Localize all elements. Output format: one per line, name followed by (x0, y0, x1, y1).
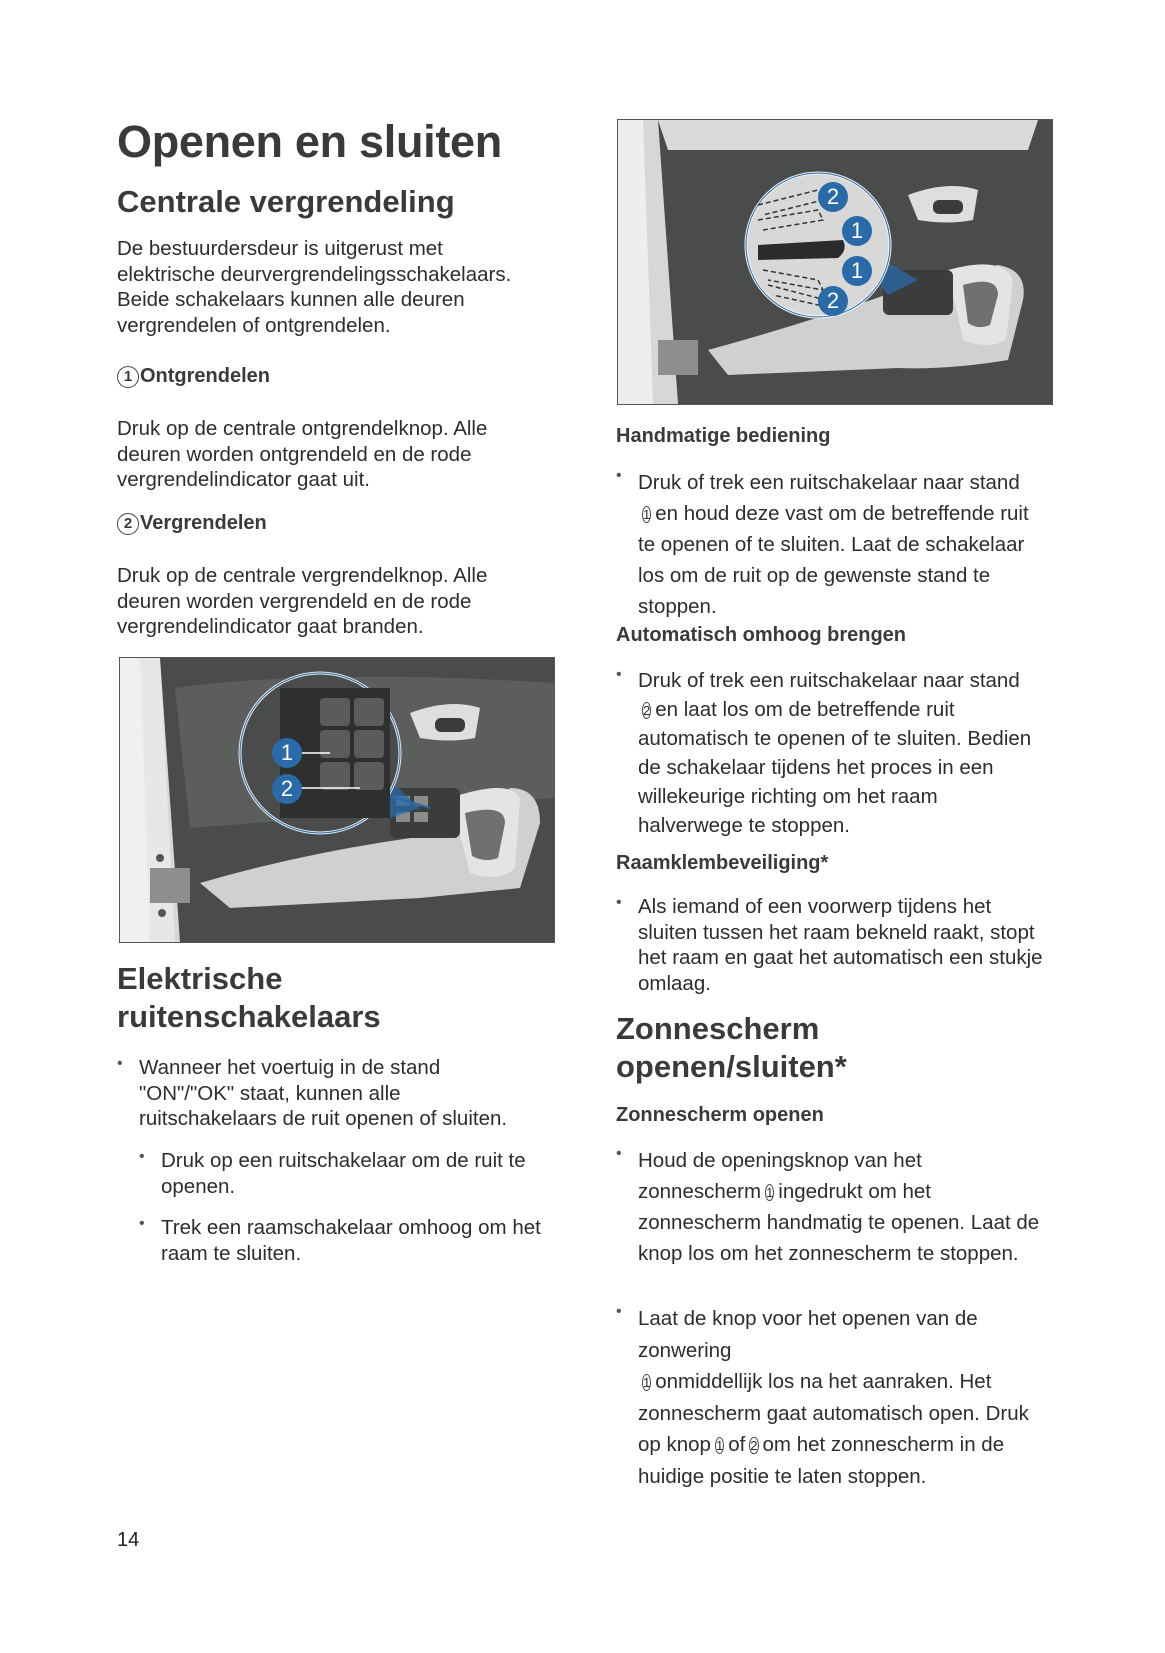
auto-up-heading: Automatisch omhoog brengen (616, 624, 906, 646)
central-locking-heading: Centrale vergrendeling (117, 184, 455, 219)
callout-2-upper-marker: 2 (818, 182, 848, 212)
position-2-marker: 2 (643, 703, 651, 718)
door-panel-illustration (120, 658, 554, 942)
lock-heading (117, 512, 267, 535)
sub-bullet-close-text: Trek een raamschakelaar omhoog om het raam te sluiten. (161, 1216, 541, 1265)
window-switches-heading: Elektrische ruitenschakelaars (117, 961, 381, 1034)
sunshade-heading: Zonnescherm openen/sluiten* (616, 1011, 847, 1084)
sub-bullet-open-text: Druk op een ruitschakelaar om de ruit te openen. (161, 1149, 526, 1198)
position-1-marker: 1 (643, 507, 651, 522)
callout-1-lower-marker: 1 (842, 256, 872, 286)
bullet-dot-icon: • (139, 1215, 145, 1232)
bullet-dot-icon: • (117, 1055, 123, 1072)
auto-bullet-text: Druk of trek een ruitschakelaar naar stand 2 en laat los om de betreffende ruit automatisch te openen of te sluiten. Bedien de schakelaar tijdens het proces in een willekeurige richting om het raam halverwege te stoppen. (638, 669, 1032, 837)
page-number: 14 (117, 1529, 140, 1551)
unlock-heading-text: Ontgrendelen (140, 365, 271, 387)
callout-2-marker: 2 (272, 774, 302, 804)
lock-marker: 2 (117, 513, 139, 535)
bullet-dot-icon: • (616, 467, 622, 484)
pinch-bullet-text: Als iemand of een voorwerp tijdens het sluiten tussen het raam bekneld raakt, stopt het raam en gaat het automatisch een stukje omlaag. (638, 895, 1043, 995)
sunshade-bullet-1-text: Houd de openingsknop van het zonnescherm 1 ingedrukt om het zonnescherm handmatig te openen. Laat de knop los om het zonnescherm te stoppen. (638, 1149, 1040, 1265)
unlock-marker: 1 (117, 366, 139, 388)
page-title: Openen en sluiten (117, 116, 502, 167)
window-switch-figure (617, 119, 1053, 405)
sunshade-button-1-marker: 1 (715, 1438, 724, 1453)
bullet-dot-icon: • (616, 666, 622, 683)
door-lock-switch-figure (119, 657, 555, 943)
callout-2-lower-marker: 2 (818, 286, 848, 316)
sunshade-open-heading: Zonnescherm openen (616, 1104, 824, 1126)
window-switch-bullet-text: Wanneer het voertuig in de stand "ON"/"OK" staat, kunnen alle ruitschakelaars de ruit openen of sluiten. (139, 1056, 508, 1130)
pinch-protection-heading: Raamklembeveiliging* (616, 852, 829, 874)
central-locking-intro: De bestuurdersdeur is uitgerust met elektrische deurvergrendelingsschakelaars. Beide schakelaars kunnen alle deuren vergrendelen of ontgrendelen. (117, 237, 512, 337)
lock-text: Druk op de centrale vergrendelknop. Alle deuren worden vergrendeld en de rode vergrendelindicator gaat branden. (117, 564, 488, 638)
sunshade-bullet-2-text: Laat de knop voor het openen van de zonwering 1 onmiddellijk los na het aanraken. Het zonnescherm gaat automatisch open. Druk op knop 1 of 2 om het zonnescherm in de huidige positie te laten stoppen. (638, 1307, 1029, 1488)
manual-bullet-text: Druk of trek een ruitschakelaar naar stand 1 en houd deze vast om de betreffende ruit te openen of te sluiten. Laat de schakelaar los om de ruit op de gewenste stand te stoppen. (638, 471, 1029, 618)
unlock-heading (117, 365, 270, 388)
callout-1-upper-marker: 1 (842, 216, 872, 246)
sunshade-button-2-marker: 2 (750, 1438, 758, 1453)
unlock-text: Druk op de centrale ontgrendelknop. Alle deuren worden ontgrendeld en de rode vergrendelindicator gaat uit. (117, 417, 488, 491)
bullet-dot-icon: • (616, 1303, 622, 1320)
sunshade-button-1-marker: 1 (643, 1375, 651, 1390)
window-switch-illustration (618, 120, 1052, 404)
manual-operation-heading: Handmatige bediening (616, 425, 831, 447)
bullet-dot-icon: • (616, 894, 622, 911)
bullet-dot-icon: • (139, 1148, 145, 1165)
sunshade-button-1-marker: 1 (766, 1185, 774, 1200)
bullet-dot-icon: • (616, 1145, 622, 1162)
callout-1-marker: 1 (272, 738, 302, 768)
lock-heading-text: Vergrendelen (140, 512, 267, 534)
